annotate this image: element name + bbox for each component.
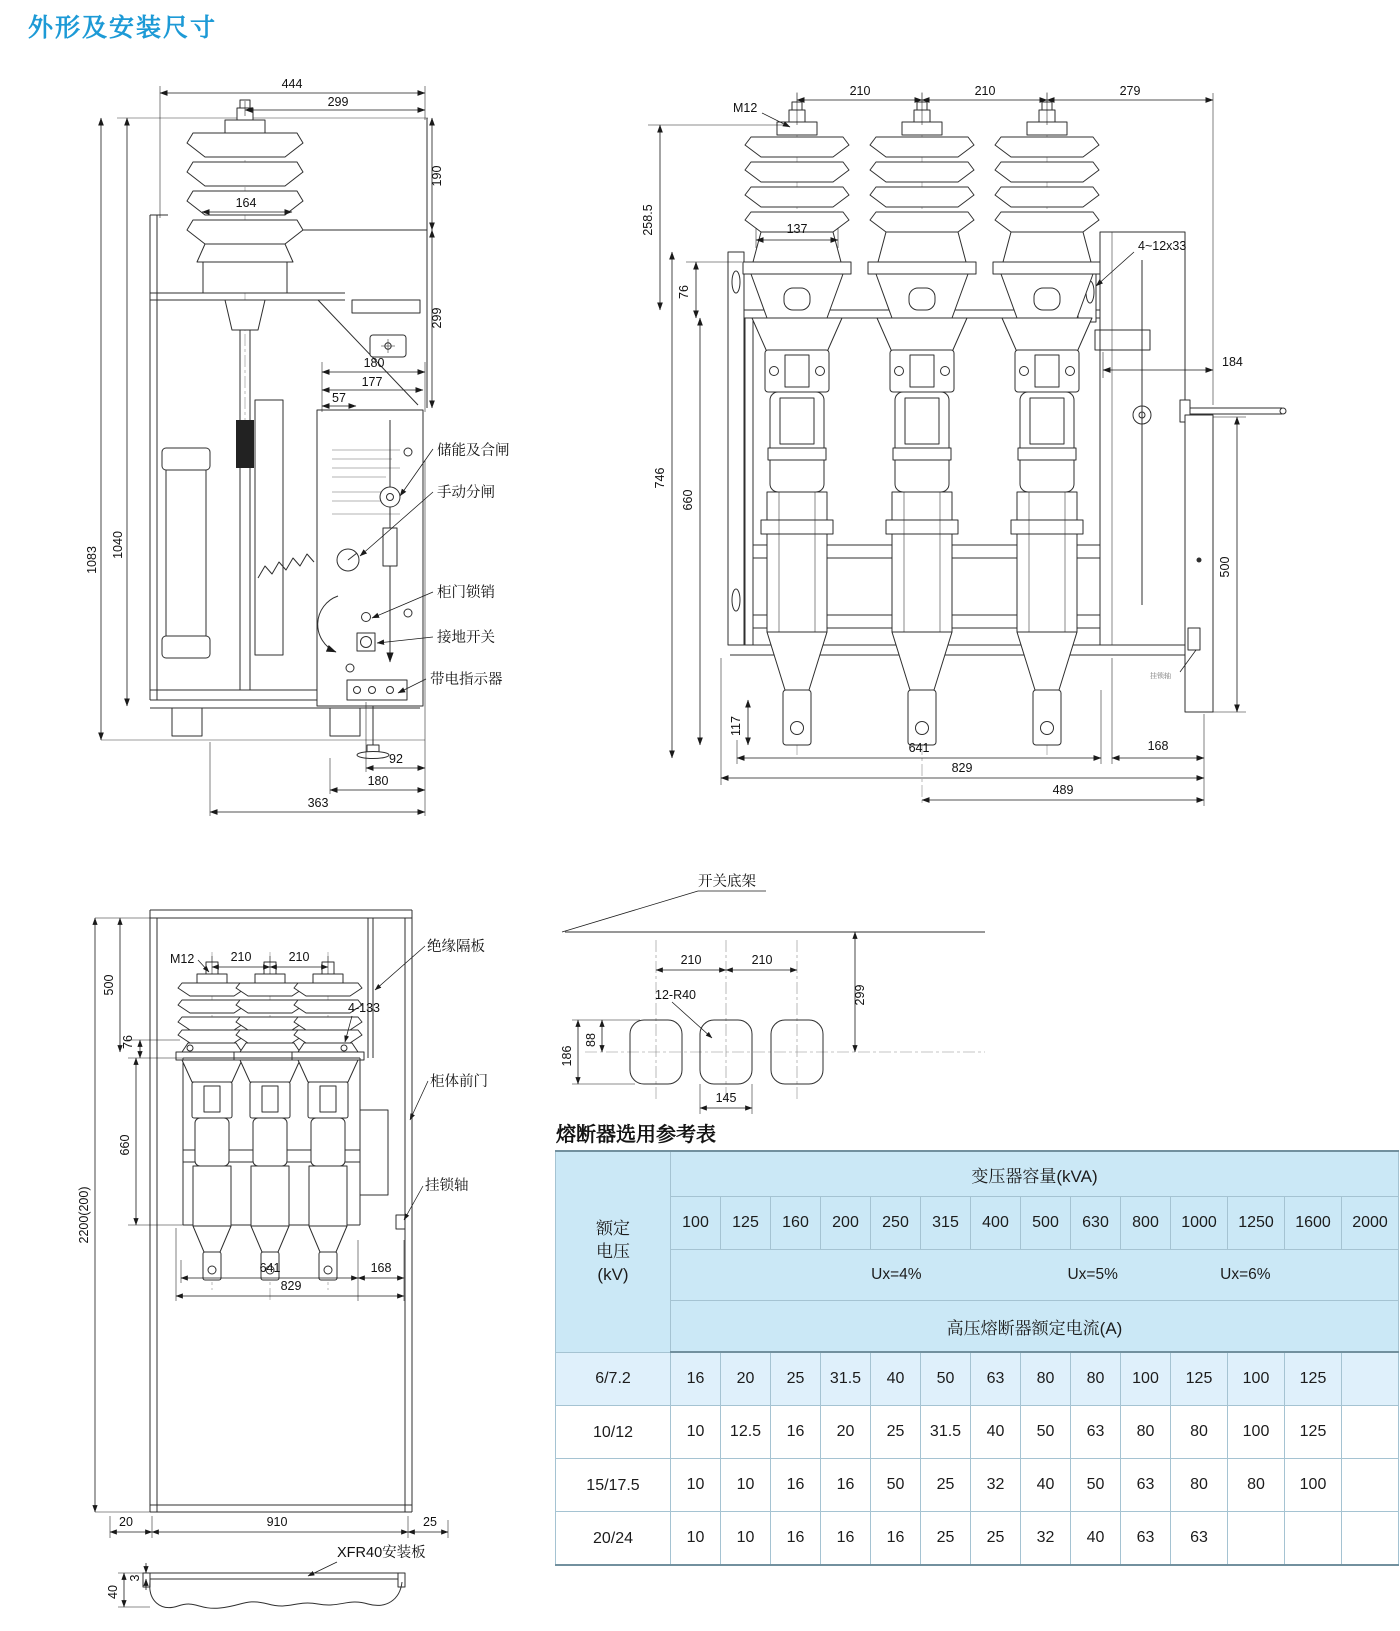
dim-88: 88 (584, 1033, 598, 1047)
label-lock-axis-small: 挂锁轴 (1150, 673, 1171, 680)
padlock-latch (1188, 628, 1200, 650)
voltage-header-line: 电压 (596, 1242, 630, 1262)
dim-258-5: 258.5 (641, 204, 655, 236)
current-cell: 20 (821, 1406, 871, 1459)
table-row (556, 1459, 1399, 1512)
capacity-cell: 200 (821, 1197, 871, 1250)
dim-299-d: 299 (853, 984, 867, 1006)
current-cell: 10 (671, 1512, 721, 1566)
dim-1083: 1083 (85, 546, 99, 574)
current-cell: 25 (771, 1352, 821, 1406)
dim-299-right: 299 (430, 307, 444, 329)
page-title: 外形及安装尺寸 (28, 14, 218, 42)
fuse-canister (752, 318, 842, 745)
dim-180-base: 180 (367, 774, 389, 788)
mechanism-side (1095, 232, 1286, 712)
dim-1040: 1040 (111, 531, 125, 559)
fuse-table-title: 熔断器选用参考表 (556, 1124, 716, 1146)
dim-168: 168 (1147, 739, 1169, 753)
current-cell: 63 (971, 1352, 1021, 1406)
front-view-drawing (620, 80, 1340, 815)
current-cell: 16 (671, 1352, 721, 1406)
voltage-cell: 10/12 (556, 1406, 671, 1459)
base-frame-outline (562, 872, 985, 1100)
table-row (556, 1512, 1399, 1566)
earth-switch-shaft (357, 633, 375, 651)
label-mount-plate: XFR40安装板 (337, 1545, 426, 1561)
current-cell: 25 (971, 1512, 1021, 1566)
current-cell: 125 (1285, 1352, 1342, 1406)
fuse-canister (877, 318, 967, 745)
dim-177: 177 (361, 375, 383, 389)
dim-117: 117 (729, 716, 743, 736)
dim-210a-c: 210 (230, 950, 252, 964)
bushing (187, 100, 303, 430)
cabinet-view-drawing (60, 860, 530, 1630)
current-cell: 50 (921, 1352, 971, 1406)
capacity-header: 变压器容量(kVA) (671, 1151, 1399, 1197)
fuse-selection-table (555, 1150, 1399, 1566)
label-base-frame: 开关底架 (698, 874, 756, 890)
capacity-cell: 500 (1021, 1197, 1071, 1250)
current-cell: 40 (871, 1352, 921, 1406)
dim-500c: 500 (102, 974, 116, 996)
dim-92: 92 (389, 752, 403, 766)
current-cell: 31.5 (821, 1352, 871, 1406)
current-cell: 12.5 (721, 1406, 771, 1459)
fuse-canister (1002, 318, 1092, 745)
bushing-instance (176, 962, 248, 1060)
current-cell: 25 (921, 1459, 971, 1512)
fuse-canister (298, 1060, 358, 1280)
side-plate (1185, 415, 1213, 712)
table-row (556, 1197, 1399, 1250)
ux-label: Ux=6% (1220, 1266, 1271, 1283)
fuse-canister (240, 1060, 300, 1280)
current-cell: 100 (1228, 1352, 1285, 1406)
current-cell: 10 (671, 1406, 721, 1459)
padlock-shaft-part (396, 1215, 405, 1229)
dim-829: 829 (951, 761, 973, 775)
label-partition: 绝缘隔板 (427, 939, 485, 955)
capacity-cell: 100 (671, 1197, 721, 1250)
current-cell: 100 (1228, 1406, 1285, 1459)
table-row (556, 1301, 1399, 1353)
current-cell: 40 (971, 1406, 1021, 1459)
dim-3: 3 (128, 1574, 142, 1582)
energy-storage-handle (380, 487, 400, 507)
capacity-cell: 400 (971, 1197, 1021, 1250)
dim-57: 57 (332, 391, 346, 405)
dim-slot: 4~12x33 (1138, 239, 1187, 253)
table-row (556, 1406, 1399, 1459)
current-cell: 16 (821, 1459, 871, 1512)
current-cell: 50 (1071, 1459, 1121, 1512)
current-cell: 63 (1071, 1406, 1121, 1459)
bushing-instance (234, 962, 306, 1060)
dim-145: 145 (715, 1091, 737, 1105)
capacity-cell: 315 (921, 1197, 971, 1250)
dim-180: 180 (363, 356, 385, 370)
dim-25: 25 (423, 1515, 437, 1529)
current-cell: 50 (871, 1459, 921, 1512)
current-cell (1342, 1459, 1399, 1512)
label-energy-close: 储能及合闸 (437, 443, 510, 459)
current-cell: 80 (1171, 1459, 1228, 1512)
bushings (743, 102, 1101, 318)
fuse-tube (162, 330, 314, 690)
capacity-cell: 1250 (1228, 1197, 1285, 1250)
dim-489: 489 (1052, 783, 1074, 797)
dim-20: 20 (119, 1515, 133, 1529)
capacity-cell: 125 (721, 1197, 771, 1250)
current-cell: 20 (721, 1352, 771, 1406)
dim-660: 660 (681, 489, 695, 511)
voltage-cell: 15/17.5 (556, 1459, 671, 1512)
current-cell: 40 (1071, 1512, 1121, 1566)
ux-label: Ux=4% (871, 1266, 922, 1283)
table-row (556, 1151, 1399, 1197)
dim-444: 444 (281, 77, 303, 91)
label-manual-open: 手动分闸 (437, 485, 495, 501)
current-cell: 10 (671, 1459, 721, 1512)
current-cell: 80 (1121, 1406, 1171, 1459)
current-cell: 16 (821, 1512, 871, 1566)
dim-299-top: 299 (327, 95, 349, 109)
current-cell: 63 (1121, 1512, 1171, 1566)
dim-2200: 2200(200) (77, 1186, 91, 1244)
current-cell: 25 (921, 1512, 971, 1566)
dim-40: 40 (106, 1585, 120, 1599)
dim-12-r40: 12-R40 (655, 988, 696, 1002)
live-indicator-strip (347, 680, 407, 700)
label-earth-switch: 接地开关 (437, 630, 495, 646)
dim-m12-c: M12 (170, 952, 195, 966)
dim-m12: M12 (733, 101, 758, 115)
current-cell: 32 (971, 1459, 1021, 1512)
voltage-cell: 6/7.2 (556, 1352, 671, 1406)
current-header: 高压熔断器额定电流(A) (671, 1301, 1399, 1353)
capacity-cell: 800 (1121, 1197, 1171, 1250)
current-cell (1285, 1512, 1342, 1566)
dim-363: 363 (307, 796, 329, 810)
capacity-cell: 630 (1071, 1197, 1121, 1250)
dim-641c: 641 (259, 1261, 281, 1275)
dim-4-133: 4-133 (348, 1001, 380, 1015)
door-mechanism (360, 1110, 388, 1195)
current-cell: 125 (1285, 1406, 1342, 1459)
current-cell: 16 (771, 1459, 821, 1512)
dim-746: 746 (653, 467, 667, 489)
dim-76c: 76 (121, 1035, 135, 1049)
dim-641: 641 (908, 741, 930, 755)
fuse-canister (182, 1060, 242, 1280)
dim-210b: 210 (974, 84, 996, 98)
bushing-instance (993, 102, 1101, 318)
current-cell: 32 (1021, 1512, 1071, 1566)
table-row (556, 1250, 1399, 1301)
dim-829c: 829 (280, 1279, 302, 1293)
side-view-drawing (60, 75, 540, 820)
dim-184: 184 (1222, 355, 1243, 369)
table-row (556, 1352, 1399, 1406)
current-cell: 16 (871, 1512, 921, 1566)
bushing-instance (868, 102, 976, 318)
ux-row (671, 1250, 1399, 1301)
dim-168c: 168 (370, 1261, 392, 1275)
voltage-header-line: (kV) (597, 1265, 629, 1285)
label-padlock-shaft: 挂锁轴 (425, 1178, 469, 1194)
dim-210b-c: 210 (288, 950, 310, 964)
dim-210a-d: 210 (680, 953, 702, 967)
label-door-lock: 柜门锁销 (437, 585, 495, 601)
dim-190: 190 (430, 165, 444, 187)
current-cell: 100 (1121, 1352, 1171, 1406)
voltage-header (556, 1151, 671, 1352)
dim-279: 279 (1119, 84, 1141, 98)
voltage-header-line: 额定 (596, 1219, 630, 1239)
capacity-cell: 1000 (1171, 1197, 1228, 1250)
dim-660c: 660 (118, 1134, 132, 1156)
dim-137: 137 (786, 222, 808, 236)
current-cell: 80 (1071, 1352, 1121, 1406)
fuse-canisters (752, 318, 1092, 745)
current-cell: 40 (1021, 1459, 1071, 1512)
capacity-cell: 250 (871, 1197, 921, 1250)
capacity-cell: 1600 (1285, 1197, 1342, 1250)
current-cell (1342, 1352, 1399, 1406)
current-cell: 80 (1228, 1459, 1285, 1512)
label-front-door: 柜体前门 (430, 1074, 488, 1090)
current-cell: 10 (721, 1459, 771, 1512)
current-cell (1228, 1512, 1285, 1566)
current-cell: 16 (771, 1406, 821, 1459)
bushing-instance (743, 102, 851, 318)
dim-164: 164 (235, 196, 257, 210)
current-cell: 63 (1121, 1459, 1171, 1512)
dim-76: 76 (677, 285, 691, 299)
base-frame-drawing (530, 865, 1000, 1115)
dim-210a: 210 (849, 84, 871, 98)
dim-910: 910 (266, 1515, 288, 1529)
dimensions-base-frame (560, 932, 867, 1114)
capacity-cell: 2000 (1342, 1197, 1399, 1250)
voltage-cell: 20/24 (556, 1512, 671, 1566)
dim-186: 186 (560, 1045, 574, 1067)
current-cell: 80 (1021, 1352, 1071, 1406)
current-cell: 125 (1171, 1352, 1228, 1406)
ux-label: Ux=5% (1067, 1266, 1118, 1283)
current-cell: 63 (1171, 1512, 1228, 1566)
current-cell: 10 (721, 1512, 771, 1566)
current-cell (1342, 1406, 1399, 1459)
dim-210b-d: 210 (751, 953, 773, 967)
mount-plate-section (106, 1563, 405, 1608)
label-live-indicator: 带电指示器 (430, 672, 503, 688)
current-cell: 31.5 (921, 1406, 971, 1459)
current-cell: 80 (1171, 1406, 1228, 1459)
dim-500: 500 (1218, 556, 1232, 578)
current-cell: 100 (1285, 1459, 1342, 1512)
current-cell: 50 (1021, 1406, 1071, 1459)
mechanism-panel (317, 410, 423, 759)
current-cell: 16 (771, 1512, 821, 1566)
current-cell (1342, 1512, 1399, 1566)
current-cell: 25 (871, 1406, 921, 1459)
capacity-cell: 160 (771, 1197, 821, 1250)
